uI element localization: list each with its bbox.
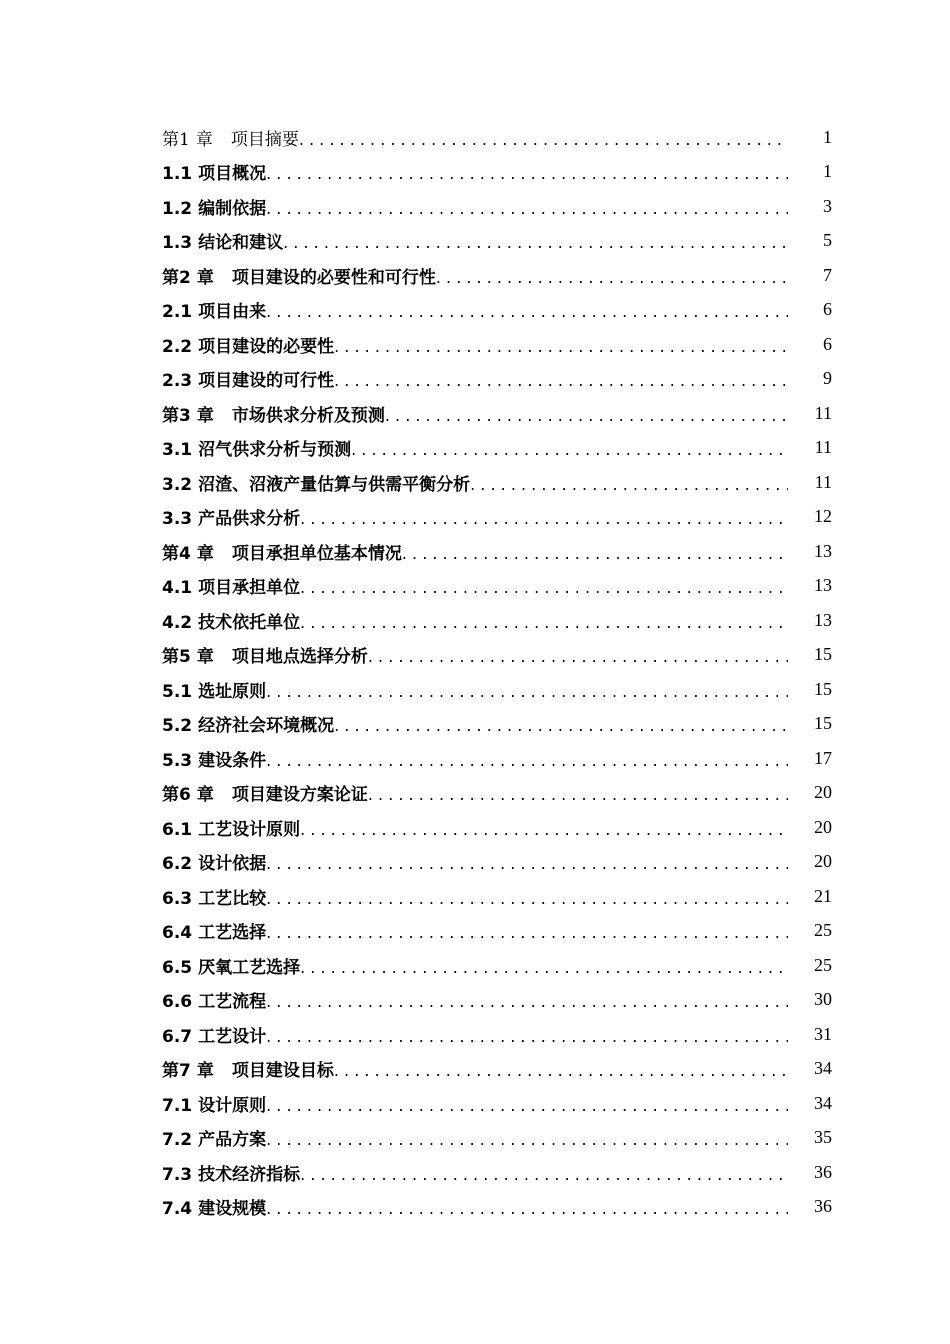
dot-leader [300,958,788,977]
toc-entry-number: 第3 [162,405,191,426]
toc-entry-number: 6.6 [162,992,193,1013]
toc-entry-text: 工艺流程 [198,992,267,1013]
toc-entry-title [162,987,266,1012]
toc-page-number: 13 [814,609,832,630]
toc-entry-title [162,677,266,702]
toc-entry-number: 4.2 [162,612,193,633]
toc-chapter-entry[interactable] [162,120,842,155]
toc-entry-title [162,1125,266,1150]
toc-entry-title [162,504,300,529]
toc-entry-number: 7.3 [162,1164,193,1185]
toc-entry-number: 3.1 [162,440,193,461]
toc-section-entry[interactable] [162,1155,842,1190]
toc-page-number: 25 [814,954,832,975]
toc-chapter-label: 章 [196,1061,214,1082]
toc-entry-text: 工艺比较 [198,888,267,909]
toc-entry-text: 编制依据 [198,198,267,219]
toc-entry-number: 6.1 [162,819,193,840]
toc-entry-title [162,194,266,219]
dot-leader [368,647,788,666]
toc-chapter-entry[interactable] [162,534,842,569]
toc-chapter-entry[interactable] [162,258,842,293]
toc-chapter-entry[interactable] [162,1052,842,1087]
toc-chapter-label: 章 [196,267,214,288]
toc-page-number: 7 [823,264,832,285]
toc-section-entry[interactable] [162,983,842,1018]
toc-page-number: 13 [814,575,832,596]
toc-page-number: 6 [823,299,832,320]
toc-entry-text: 项目由来 [198,302,267,323]
toc-chapter-entry[interactable] [162,638,842,673]
toc-entry-text: 项目建设目标 [231,1061,334,1082]
dot-leader [300,613,788,632]
toc-page-number: 17 [814,747,832,768]
toc-chapter-entry[interactable] [162,776,842,811]
toc-entry-number: 2.3 [162,371,193,392]
dot-leader [334,337,788,356]
toc-entry-text: 市场供求分析及预测 [231,405,385,426]
toc-section-entry[interactable] [162,362,842,397]
toc-entry-number: 6.7 [162,1026,193,1047]
toc-page-number: 15 [814,713,832,734]
toc-entry-text: 厌氧工艺选择 [198,957,301,978]
toc-entry-title [162,918,266,943]
toc-section-entry[interactable] [162,500,842,535]
toc-entry-text: 项目建设方案论证 [231,785,368,806]
toc-section-entry[interactable] [162,845,842,880]
toc-entry-number: 1.2 [162,198,193,219]
toc-entry-title [162,1194,266,1219]
dot-leader [266,854,788,873]
dot-leader [283,233,788,252]
toc-entry-title [162,435,351,460]
toc-section-entry[interactable] [162,465,842,500]
toc-page-number: 3 [823,195,832,216]
toc-entry-title [162,711,334,736]
toc-page-number: 36 [814,1161,832,1182]
dot-leader [385,406,788,425]
toc-entry-text: 沼气供求分析与预测 [198,440,352,461]
dot-leader [266,1096,788,1115]
toc-entry-text: 项目概况 [198,164,267,185]
toc-page-number: 31 [814,1023,832,1044]
toc-page-number: 6 [823,333,832,354]
toc-entry-number: 5.3 [162,750,193,771]
toc-entry-text: 设计依据 [198,854,267,875]
toc-entry-title [162,125,299,150]
toc-entry-text: 项目摘要 [230,129,299,150]
toc-entry-text: 项目承担单位 [198,578,301,599]
toc-entry-title [162,849,266,874]
dot-leader [266,199,788,218]
toc-page-number: 1 [823,161,832,182]
toc-section-entry[interactable] [162,1190,842,1225]
toc-section-entry[interactable] [162,672,842,707]
toc-entry-number: 第2 [162,267,191,288]
toc-entry-title [162,953,300,978]
toc-entry-text: 选址原则 [198,681,267,702]
toc-entry-title [162,332,334,357]
toc-entry-title [162,608,300,633]
toc-entry-title [162,1056,334,1081]
toc-entry-title [162,1160,300,1185]
toc-page-number: 35 [814,1127,832,1148]
toc-entry-title [162,297,266,322]
dot-leader [300,820,788,839]
toc-entry-text: 建设规模 [198,1199,267,1220]
toc-entry-number: 6.2 [162,854,193,875]
toc-entry-number: 6.3 [162,888,193,909]
toc-page-number: 20 [814,816,832,837]
toc-page-number: 25 [814,920,832,941]
toc-entry-text: 经济社会环境概况 [198,716,335,737]
toc-entry-number: 第1 [162,129,190,150]
toc-entry-title [162,642,368,667]
toc-entry-text: 技术依托单位 [198,612,301,633]
toc-entry-number: 1.3 [162,233,193,254]
toc-entry-number: 3.3 [162,509,193,530]
toc-page-number: 21 [814,885,832,906]
toc-page-number: 30 [814,989,832,1010]
dot-leader [436,268,788,287]
toc-page-number: 20 [814,851,832,872]
toc-section-entry[interactable] [162,741,842,776]
toc-entry-number: 2.2 [162,336,193,357]
dot-leader [266,1027,788,1046]
toc-entry-text: 沼渣、沼液产量估算与供需平衡分析 [198,474,471,495]
toc-entry-number: 6.4 [162,923,193,944]
toc-page-number: 13 [814,540,832,561]
dot-leader [334,371,788,390]
dot-leader [266,302,788,321]
toc-section-entry[interactable] [162,189,842,224]
toc-entry-text: 结论和建议 [198,233,284,254]
dot-leader [266,164,788,183]
dot-leader [334,1061,788,1080]
toc-section-entry[interactable] [162,1086,842,1121]
toc-entry-title [162,1022,266,1047]
toc-entry-number: 1.1 [162,164,193,185]
toc-section-entry[interactable] [162,431,842,466]
dot-leader [368,785,788,804]
dot-leader [266,682,788,701]
toc-entry-number: 4.1 [162,578,193,599]
toc-entry-text: 项目承担单位基本情况 [231,543,402,564]
toc-entry-text: 设计原则 [198,1095,267,1116]
toc-entry-text: 项目建设的必要性和可行性 [231,267,436,288]
toc-section-entry[interactable] [162,948,842,983]
toc-page-number: 11 [814,471,832,492]
toc-entry-title [162,884,266,909]
toc-section-entry[interactable] [162,327,842,362]
toc-page-number: 11 [814,437,832,458]
toc-entry-title [162,539,402,564]
toc-entry-title [162,228,283,253]
dot-leader [402,544,788,563]
toc-entry-number: 3.2 [162,474,193,495]
toc-chapter-entry[interactable] [162,396,842,431]
toc-page-number: 15 [814,644,832,665]
toc-page-number: 11 [814,402,832,423]
toc-page-number: 20 [814,782,832,803]
toc-section-entry[interactable] [162,293,842,328]
toc-entry-title [162,263,436,288]
dot-leader [334,716,788,735]
toc-entry-number: 第6 [162,785,191,806]
toc-entry-number: 5.2 [162,716,193,737]
toc-chapter-label: 章 [196,543,214,564]
toc-entry-text: 项目建设的必要性 [198,336,335,357]
dot-leader [300,578,788,597]
toc-entry-title [162,470,470,495]
dot-leader [266,1130,788,1149]
dot-leader [266,992,788,1011]
toc-entry-number: 2.1 [162,302,193,323]
toc-section-entry[interactable] [162,914,842,949]
toc-chapter-label: 章 [196,647,214,668]
dot-leader [300,1165,788,1184]
toc-page-number: 34 [814,1058,832,1079]
toc-entry-text: 产品方案 [198,1130,267,1151]
toc-entry-number: 7.1 [162,1095,193,1116]
toc-section-entry[interactable] [162,569,842,604]
toc-entry-text: 工艺设计原则 [198,819,301,840]
toc-chapter-label: 章 [196,785,214,806]
toc-entry-text: 工艺设计 [198,1026,267,1047]
toc-entry-title [162,1091,266,1116]
toc-section-entry[interactable] [162,707,842,742]
toc-page-number: 12 [814,506,832,527]
toc-section-entry[interactable] [162,879,842,914]
toc-entry-text: 技术经济指标 [198,1164,301,1185]
dot-leader [266,751,788,770]
dot-leader [299,130,788,149]
dot-leader [300,509,788,528]
table-of-contents [162,120,842,1224]
toc-section-entry[interactable] [162,224,842,259]
toc-page-number: 1 [823,126,832,147]
toc-entry-title [162,746,266,771]
toc-entry-title [162,401,385,426]
toc-entry-text: 项目地点选择分析 [231,647,368,668]
toc-chapter-label: 章 [196,405,214,426]
toc-entry-number: 第7 [162,1061,191,1082]
dot-leader [351,440,788,459]
toc-section-entry[interactable] [162,1121,842,1156]
toc-entry-title [162,780,368,805]
toc-page-number: 34 [814,1092,832,1113]
dot-leader [266,889,788,908]
dot-leader [266,1199,788,1218]
toc-entry-text: 产品供求分析 [198,509,301,530]
toc-section-entry[interactable] [162,810,842,845]
toc-entry-text: 项目建设的可行性 [198,371,335,392]
toc-page-number: 9 [823,368,832,389]
toc-entry-text: 工艺选择 [198,923,267,944]
dot-leader [266,923,788,942]
toc-entry-number: 7.2 [162,1130,193,1151]
dot-leader [470,475,788,494]
toc-entry-number: 7.4 [162,1199,193,1220]
toc-page-number: 15 [814,678,832,699]
toc-entry-title [162,573,300,598]
toc-page-number: 5 [823,230,832,251]
toc-entry-title [162,366,334,391]
toc-entry-title [162,159,266,184]
toc-section-entry[interactable] [162,1017,842,1052]
toc-entry-title [162,815,300,840]
toc-entry-text: 建设条件 [198,750,267,771]
toc-entry-number: 第5 [162,647,191,668]
toc-chapter-label: 章 [195,129,213,150]
toc-page-number: 36 [814,1196,832,1217]
toc-section-entry[interactable] [162,603,842,638]
toc-entry-number: 5.1 [162,681,193,702]
toc-section-entry[interactable] [162,155,842,190]
toc-entry-number: 6.5 [162,957,193,978]
toc-entry-number: 第4 [162,543,191,564]
